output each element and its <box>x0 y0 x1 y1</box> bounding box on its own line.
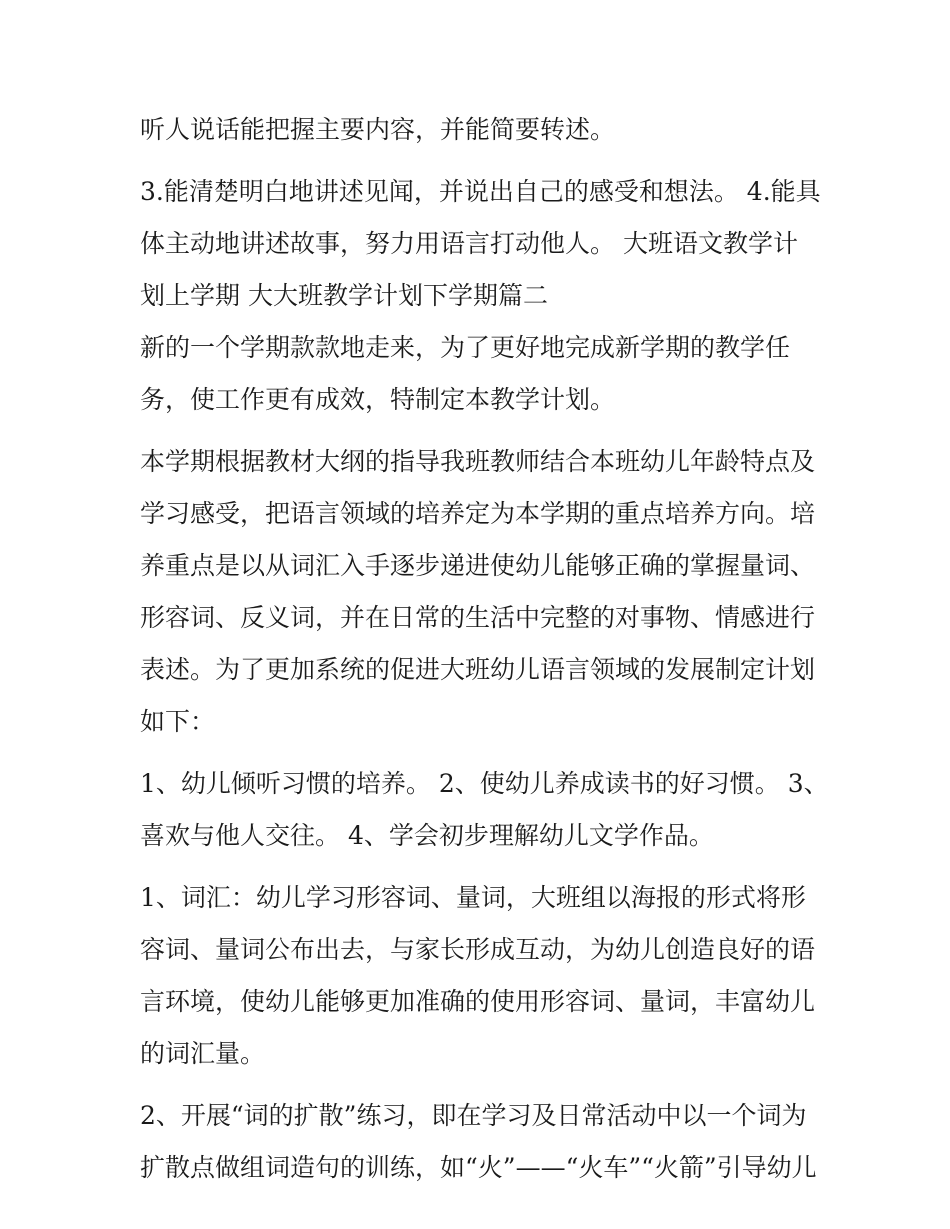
text-line: 表述。为了更加系统的促进大班幼儿语言领域的发展制定计划 <box>140 655 816 684</box>
text-line: 学习感受，把语言领域的培养定为本学期的重点培养方向。培 <box>140 499 816 528</box>
text-line: 1、幼儿倾听习惯的培养。 2、使幼儿养成读书的好习惯。 3、 <box>140 769 829 798</box>
text-line: 划上学期 大大班教学计划下学期篇二 <box>140 281 548 310</box>
text-line: 听人说话能把握主要内容，并能简要转述。 <box>140 115 616 144</box>
paragraph <box>140 1090 830 1194</box>
paragraph <box>140 104 830 156</box>
text-line: 务，使工作更有成效，特制定本教学计划。 <box>140 385 616 414</box>
text-line: 2、开展“词的扩散”练习，即在学习及日常活动中以一个词为 <box>140 1101 807 1130</box>
text-line: 形容词、反义词，并在日常的生活中完整的对事物、情感进行 <box>140 603 816 632</box>
text-line: 容词、量词公布出去，与家长形成互动，为幼儿创造良好的语 <box>140 935 816 964</box>
text-line: 养重点是以从词汇入手逐步递进使幼儿能够正确的掌握量词、 <box>140 551 816 580</box>
paragraph <box>140 758 830 862</box>
text-line: 的词汇量。 <box>140 1039 266 1068</box>
text-line: 3.能清楚明白地讲述见闻，并说出自己的感受和想法。 4.能具 <box>140 177 821 206</box>
text-line: 喜欢与他人交往。 4、学会初步理解幼儿文学作品。 <box>140 821 714 850</box>
paragraph <box>140 322 830 426</box>
text-line: 新的一个学期款款地走来，为了更好地完成新学期的教学任 <box>140 333 791 362</box>
text-line: 体主动地讲述故事，努力用语言打动他人。 大班语文教学计 <box>140 229 798 258</box>
text-line: 如下： <box>140 707 216 736</box>
text-line: 扩散点做组词造句的训练，如“火”——“火车”“火箭”引导幼儿 <box>140 1153 817 1182</box>
paragraph <box>140 872 830 1080</box>
paragraph <box>140 166 830 322</box>
text-line: 本学期根据教材大纲的指导我班教师结合本班幼儿年龄特点及 <box>140 447 816 476</box>
document-body <box>140 104 830 1194</box>
text-line: 言环境，使幼儿能够更加准确的使用形容词、量词，丰富幼儿 <box>140 987 816 1016</box>
paragraph <box>140 436 830 748</box>
text-line: 1、词汇：幼儿学习形容词、量词，大班组以海报的形式将形 <box>140 883 806 912</box>
